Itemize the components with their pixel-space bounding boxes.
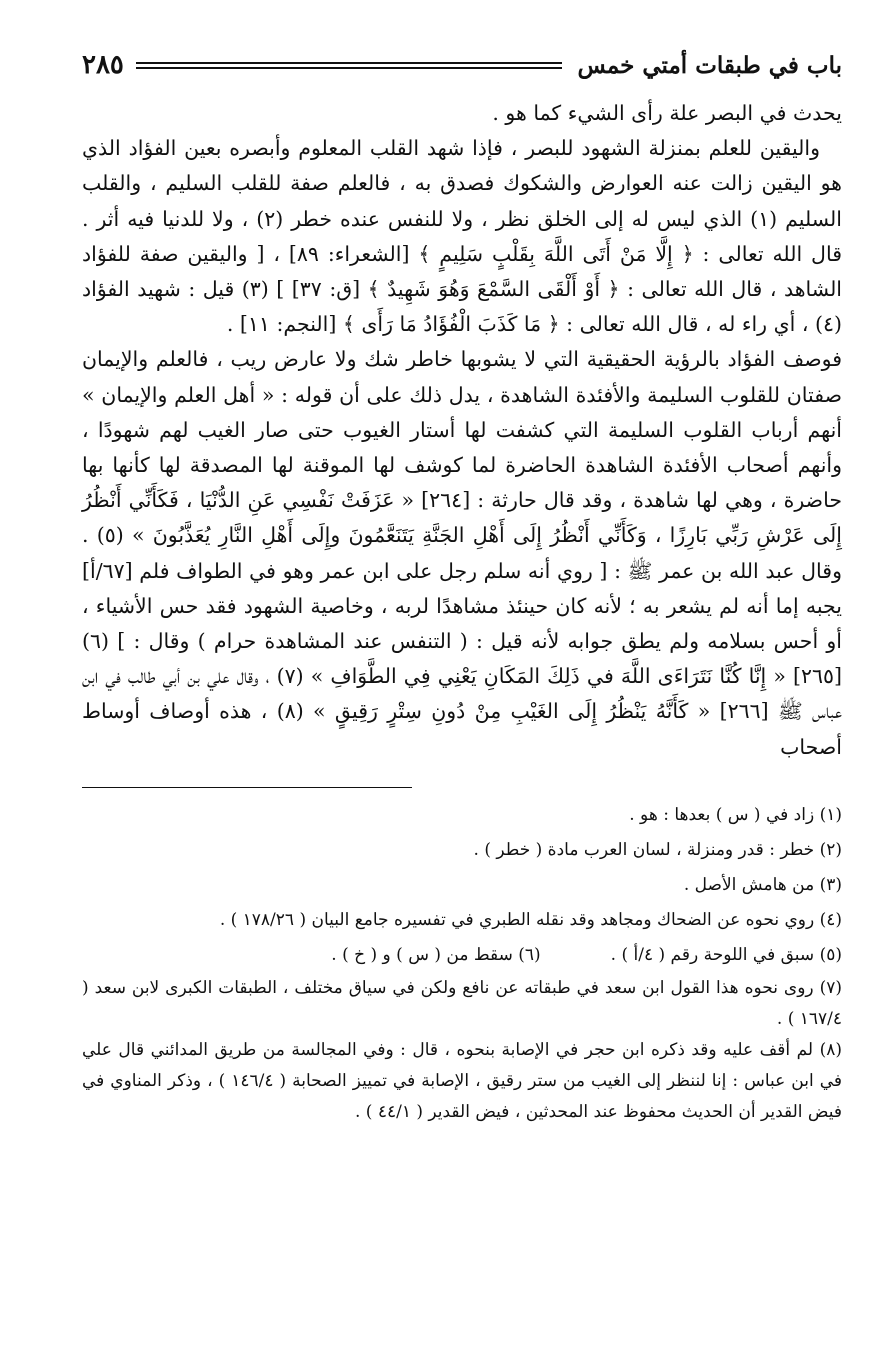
- header-rule: [136, 62, 562, 69]
- footnote-5: (٥) سبق في اللوحة رقم ( ٤/أ ) .: [610, 944, 842, 965]
- paragraph-continuation: يحدث في البصر علة رأى الشيء كما هو .: [492, 101, 842, 125]
- footnote-2: (٢) خطر : قدر ومنزلة ، لسان العرب مادة ( خطر ) .: [473, 839, 842, 860]
- page-header: [82, 40, 842, 90]
- footnotes: [82, 798, 842, 1128]
- paragraph-certainty: واليقين للعلم بمنزلة الشهود للبصر ، فإذا شهد القلب المعلوم وأبصره بعين الفؤاد الذي هو اليقين زالت عنه العوارض والشكوك فصدق به ، فالعلم صفة للقلب السليم ، والقلب السليم (١) الذي ليس له إلى الخلق نظر ، ولا للنفس عنده خطر (٢) ، ولا للدنيا فيه أثر . قال الله تعالى : ﴿ إِلَّا مَنْ أَتَى اللَّهَ بِقَلْبٍ سَلِيمٍ ﴾ [الشعراء: ٨٩] ، [ واليقين صفة للفؤاد الشاهد ، قال الله تعالى : ﴿ أَوْ أَلْقَى السَّمْعَ وَهُوَ شَهِيدٌ ﴾ [ق: ٣٧] ] (٣) قيل : شهيد الفؤاد (٤) ، أي راء له ، قال الله تعالى : ﴿ مَا كَذَبَ الْفُؤَادُ مَا رَأَى ﴾ [النجم: ١١] .: [82, 136, 843, 337]
- footnote-4: (٤) روي نحوه عن الضحاك ومجاهد وقد نقله الطبري في تفسيره جامع البيان ( ١٧٨/٢٦ ) .: [219, 909, 842, 930]
- footnote-3: (٣) من هامش الأصل .: [683, 874, 842, 895]
- footnote-separator: [82, 787, 412, 788]
- footnote-6: (٦) سقط من ( س ) و ( خ ) .: [331, 944, 541, 965]
- book-page: [82, 40, 842, 1340]
- footnote-8: (٨) لم أقف عليه وقد ذكره ابن حجر في الإصابة بنحوه ، قال : وفي المجالسة من طريق المدائني قال علي في ابن عباس : إنا لننظر إلى الغيب من ستر رقيق ، الإصابة في تمييز الصحابة ( ١٤٦/٤ ) ، وذكر المناوي في فيض القدير أن الحديث محفوظ عند المحدثين ، فيض القدير ( ٤٤/١ ) .: [82, 1039, 842, 1122]
- footnote-7: (٧) روى نحوه هذا القول ابن سعد في طبقاته عن نافع ولكن في سياق مختلف ، الطبقات الكبرى لابن سعد ( ١٦٧/٤ ) .: [82, 977, 842, 1029]
- paragraph-description: فوصف الفؤاد بالرؤية الحقيقية التي لا يشوبها خاطر شك ولا عارض ريب ، فالعلم والإيمان صفتان للقلوب السليمة والأفئدة الشاهدة ، يدل ذلك على أن قوله : « أهل العلم والإيمان » أنهم أرباب القلوب السليمة التي كشفت لها أستار الغيوب حتى صار الغيب لهم شهودًا ، وأنهم أصحاب الأفئدة الشاهدة الحاضرة لما كوشف لها الموقنة لها المصدقة لها كأنها بها حاضرة ، وهي لها شاهدة ، وقد قال حارثة : [٢٦٤] « عَزَفَتْ نَفْسِي عَنِ الدُّنْيَا ، فَكَأَنِّي أَنْظُرُ إِلَى عَرْشِ رَبِّي بَارِزًا ، وَكَأَنِّي أَنْظُرُ إِلَى أَهْلِ الجَنَّةِ يَتَنَعَّمُونَ وإِلَى أَهْلِ النَّارِ يُعَذَّبُونَ » (٥) . وقال عبد الله بن عمر ﷺ : [ روي أنه سلم رجل على ابن عمر وهو في الطواف فلم [٦٧/أ] يجبه إما أنه لم يشعر به ؛ لأنه كان حينئذ مشاهدًا لربه ، وخاصية الشهود فقد حس الأشياء ، أو أحس بسلامه ولم يطق جوابه لأنه قيل : ( التنفس عند المشاهدة حرام ) وقال : ] (٦) [٢٦٥] « إِنَّا كُنَّا نَتَرَاءَى اللَّهَ في ذَلِكَ المَكَانِ يَعْنِي فِي الطَّوَافِ » (٧) ، وقال علي بن أبي طالب في ابن عباس ﷺ [٢٦٦] « كَأَنَّهُ يَنْظُرُ إِلَى الغَيْبِ مِنْ دُونِ سِتْرٍ رَقِيقٍ » (٨) ، هذه أوصاف أوساط أصحاب: [82, 347, 843, 759]
- running-title: باب في طبقات أمتي خمس: [577, 51, 842, 79]
- main-text: [82, 96, 842, 765]
- footnote-row: [82, 938, 842, 973]
- footnote-1: (١) زاد في ( س ) بعدها : هو .: [629, 804, 842, 825]
- page-number: ٢٨٥: [82, 50, 124, 80]
